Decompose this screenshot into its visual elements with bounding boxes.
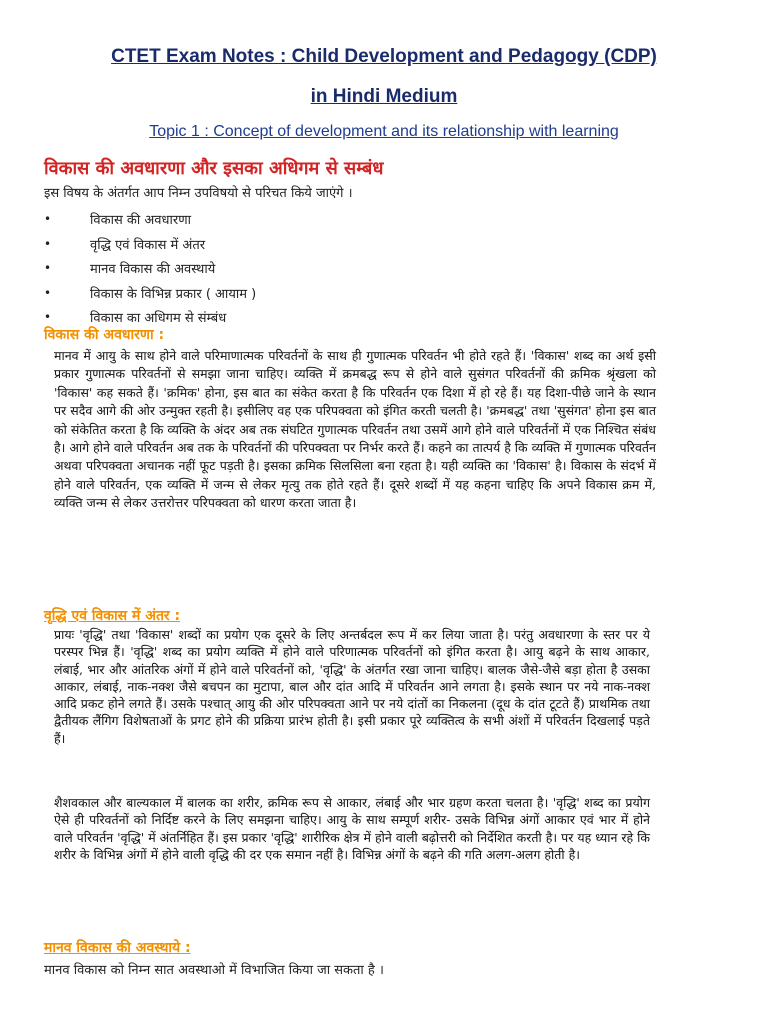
- list-item: [44, 232, 256, 257]
- subtopic-list: [44, 207, 256, 330]
- document-title-line2: in Hindi Medium: [310, 86, 458, 107]
- list-item: [44, 207, 256, 232]
- growth-paragraph-2: शैशवकाल और बाल्यकाल में बालक का शरीर, क्रमिक रूप से आकार, लंबाई और भार ग्रहण करता चलता है। 'वृद्धि' शब्द का प्रयोग ऐसे ही परिवर्तनों को निर्दिष्ट करने के लिए समझना चाहिए। आयु के साथ सम्पूर्ण शरीर- उसके विभिन्न अंगों आकार एवं भार में होने वाले परिवर्तन 'वृद्धि' में अंतर्निहित हैं। इस प्रकार 'वृद्धि' शारीरिक क्षेत्र में होने वाली बढ़ोत्तरी को निर्देशित करती है। पर यह ध्यान रहे कि शरीर के विभिन्न अंगों में होने वाली वृद्धि की दर एक समान नहीं है। विभिन्न अंगों के बढ़ने की गति अलग-अलग होती है।: [54, 795, 650, 863]
- concept-paragraph: मानव में आयु के साथ होने वाले परिमाणात्मक परिवर्तनों के साथ ही गुणात्मक परिवर्तन भी होते रहते हैं। 'विकास' शब्द का अर्थ इसी प्रकार गुणात्मक परिवर्तनों से समझा जाना चाहिए। व्यक्ति में क्रमबद्ध रूप से होने वाले सुसंगत परिवर्तनों की क्रमिक श्रृंखला को 'विकास' कह सकते हैं। 'क्रमिक' होना, इस बात का संकेत करता है कि परिवर्तन एक दिशा में हो रहे हैं। यह दिशा-पीछे जाने के स्थान पर सदैव आगे की ओर उन्मुक्त रहती है। इसीलिए वह एक परिपक्वता को इंगित करती चलती है। 'क्रमबद्ध' तथा 'सुसंगत' होना इस बात को संकेतित करता है कि व्यक्ति के अंदर अब तक संघटित गुणात्मक परिवर्तन तथा उसमें आगे होने वाले परिवर्तनों में एक निश्चित संबंध है। आगे होने वाले परिवर्तन अब तक के परिवर्तनों की परिपक्वता पर निर्भर करते हैं। कहने का तात्पर्य है कि व्यक्ति में गुणात्मक परिवर्तन अथवा परिपक्वता अचानक नहीं फूट पड़ती है। इसका क्रमिक सिलसिला बना रहता है। यही व्यक्ति का 'विकास' है। विकास के संदर्भ में होने वाले परिवर्तन, एक व्यक्ति में जन्म से लेकर मृत्यु तक होते रहते हैं। दूसरे शब्दों में यह कहना चाहिए कि अपने विकास क्रम में, व्यक्ति जन्म से लेकर उत्तरोत्तर परिपक्वता को धारण करता जाता है।: [54, 348, 656, 511]
- growth-heading: वृद्धि एवं विकास में अंतर :: [44, 608, 181, 624]
- list-item: [44, 281, 256, 306]
- bullet-icon: •: [44, 285, 52, 300]
- bullet-icon: •: [44, 261, 52, 276]
- topic-heading: Topic 1 : Concept of development and its relationship with learning: [149, 123, 619, 140]
- stages-text: मानव विकास को निम्न सात अवस्थाओ में विभाजित किया जा सकता है ।: [44, 963, 384, 978]
- list-item-label: विकास के विभिन्न प्रकार ( आयाम ): [90, 286, 257, 302]
- list-item-label: मानव विकास की अवस्थाये: [90, 262, 216, 278]
- list-item: [44, 256, 256, 281]
- intro-text: इस विषय के अंतर्गत आप निम्न उपविषयो से परिचत किये जाएंगे ।: [44, 186, 353, 201]
- list-item-label: वृद्धि एवं विकास में अंतर: [90, 237, 206, 253]
- list-item-label: विकास का अधिगम से संम्बंध: [90, 311, 227, 327]
- list-item-label: विकास की अवधारणा: [90, 213, 191, 229]
- growth-paragraph-1: प्रायः 'वृद्धि' तथा 'विकास' शब्दों का प्रयोग एक दूसरे के लिए अन्तर्बदल रूप में कर लिया जाता है। परंतु अवधारणा के स्तर पर ये परस्पर भिन्न हैं। 'वृद्धि' शब्द का प्रयोग व्यक्ति में होने वाले परिणात्मक परिवर्तनों को इंगित करता है। आयु बढ़ने के साथ आकार, लंबाई, भार और आंतरिक अंगों में होने वाले परिवर्तनों को, 'वृद्धि' के अंतर्गत रखा जाना चाहिए। बालक जैसे-जैसे बड़ा होता है उसका आकार, लंबाई, नाक-नक्श जैसे बचपन का मुटापा, बाल और दांत आदि में परिवर्तन आने लगता है। इसके स्थान पर नये नाक-नक्श आदि प्रकट होने लगते हैं। उसके पश्चात् आयु की ओर परिपक्वता आने पर नये दांतों का निकलना (दूध के दांत टूटते हैं) प्राथमिक तथा द्वैतीयक लैंगिग विशेषताओं के प्रगट होने की प्रक्रिया प्रारंभ होती है। इसी प्रकार पूरे व्यक्तित्व के सभी अंशों में परिवर्तन दिखलाई पड़ते हैं।: [54, 627, 650, 746]
- stages-heading: मानव विकास की अवस्थाये :: [44, 940, 191, 956]
- concept-heading: विकास की अवधारणा :: [44, 327, 165, 343]
- bullet-icon: •: [44, 310, 52, 325]
- bullet-icon: •: [44, 236, 52, 251]
- section-heading: विकास की अवधारणा और इसका अधिगम से सम्बंध: [44, 158, 384, 179]
- document-title-line1: CTET Exam Notes : Child Development and Pedagogy (CDP): [111, 46, 657, 67]
- bullet-icon: •: [44, 212, 52, 227]
